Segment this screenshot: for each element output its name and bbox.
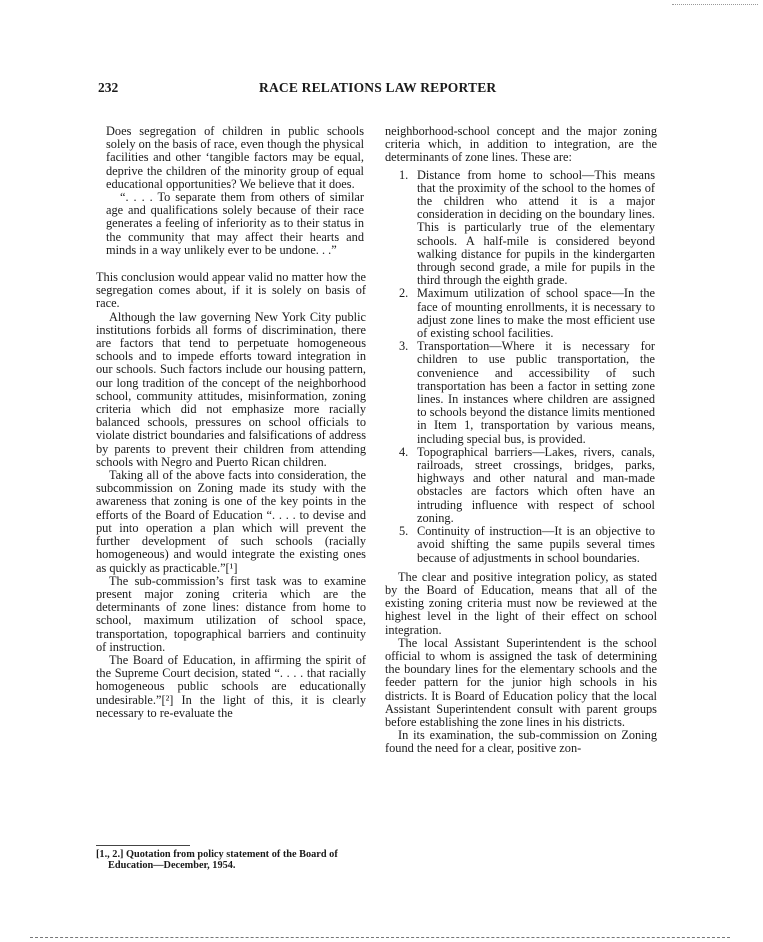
list-item xyxy=(385,340,657,446)
list-item xyxy=(385,525,657,565)
scan-artifact-line xyxy=(30,937,730,938)
paragraph: The Board of Education, in affirming the spirit of the Supreme Court decision, stated “. . . . that racially homogeneous public schools are educationally undesirable.”[²] In the light of this, it is clearly necessary to re-evaluate the xyxy=(96,652,366,720)
list-number: 5. xyxy=(399,524,409,539)
left-column xyxy=(96,125,366,720)
scan-artifact-line xyxy=(672,4,758,5)
paragraph: Taking all of the above facts into consideration, the subcommission on Zoning made its study with the awareness that zoning is one of the key points in the efforts of the Board of Education “. . . . to devise and put into operation a plan which will prevent the further development of such schools (racially homogeneous) and would integrate the existing ones as quickly as practicable.”[¹] xyxy=(96,468,366,575)
list-item xyxy=(385,169,657,288)
paragraph: neighborhood-school concept and the major zoning criteria which, in addition to integration, are the determinants of zone lines. These are: xyxy=(385,124,657,165)
page-header xyxy=(98,80,658,100)
footnote: [1., 2.] Quotation from policy statement of the Board of Education—December, 1954. xyxy=(96,849,338,871)
list-number: 4. xyxy=(399,444,409,459)
opening-quote-block xyxy=(96,125,366,257)
paragraph: The clear and positive integration policy, as stated by the Board of Education, means that all of the existing zoning criteria must now be reviewed at the highest level in the light of their effect on school integration. xyxy=(385,569,657,637)
list-item xyxy=(385,287,657,340)
paragraph: Does segregation of children in public schools solely on the basis of race, even though the physical facilities and other ‘tangible factors may be equal, deprive the children of the minority group of equal educational opportunities? We believe that it does. xyxy=(106,124,364,191)
paragraph: Although the law governing New York City public institutions forbids all forms of discrimination, there are factors that tend to perpetuate homogeneous schools and to impede efforts toward integration in our schools. Such factors include our housing pattern, our long tradition of the concept of the neighborhood school, community attitudes, misinformation, zoning criteria which did not emphasize more racially balanced schools, pressures on school officials to violate district boundaries and falsifications of address by parents to prevent their children from attending schools with Negro and Puerto Rican children. xyxy=(96,309,366,469)
list-item-text: Maximum utilization of school space—In the face of mounting enrollments, it is necessary to adjust zone lines to make the most efficient use of existing school facilities. xyxy=(417,286,655,341)
paragraph: The sub-commission’s first task was to examine present major zoning criteria which are the determinants of zone lines: distance from home to school, maximum utilization of school space, transportation, topographical barriers and continuity of instruction. xyxy=(96,573,366,654)
quoted-passage: “. . . . To separate them from others of similar age and qualifications solely because of their race generates a feeling of inferiority as to their status in the community that may affect their hearts and minds in a way unlikely ever to be undone. . .” xyxy=(106,190,364,257)
right-column xyxy=(385,125,657,756)
page-number: 232 xyxy=(98,80,119,95)
list-number: 3. xyxy=(399,339,409,354)
list-item-text: Continuity of instruction—It is an objective to avoid shifting the same pupils several times because of adjustments in school boundaries. xyxy=(417,524,655,565)
list-item xyxy=(385,446,657,525)
footnote-divider xyxy=(96,845,190,846)
paragraph: This conclusion would appear valid no matter how the segregation comes about, if it is solely on basis of race. xyxy=(96,270,366,311)
list-item-text: Distance from home to school—This means that the proximity of the school to the homes of the children who attend it is a major consideration in deciding on the boundary lines. This is particularly true of the elementary schools. A half-mile is considered beyond walking distance for pupils in the kindergarten through second grade, a mile for pupils in the third through the eighth grade. xyxy=(417,167,655,288)
list-item-text: Topographical barriers—Lakes, rivers, canals, railroads, street crossings, bridges, parks, highways and other natural and man-made obstacles are factors which often have an intruding influence with respect of school zoning. xyxy=(417,444,655,525)
list-number: 2. xyxy=(399,286,409,301)
running-head: RACE RELATIONS LAW REPORTER xyxy=(259,80,497,95)
list-item-text: Transportation—Where it is necessary for children to use public transportation, the convenience and accessibility of such transportation has been a factor in setting zone lines. In instances where children are assigned to schools beyond the distance limits mentioned in Item 1, transportation by various means, including special bus, is provided. xyxy=(417,339,655,446)
zoning-criteria-list xyxy=(385,169,657,565)
paragraph: The local Assistant Superintendent is the school official to whom is assigned the task of determining the boundary lines for the elementary schools and the feeder pattern for the junior high schools in his districts. It is Board of Education policy that the local Assistant Superintendent consult with parent groups before establishing the zone lines in his districts. xyxy=(385,635,657,729)
paragraph: In its examination, the sub-commission on Zoning found the need for a clear, positive zon- xyxy=(385,728,657,756)
list-number: 1. xyxy=(399,167,409,182)
